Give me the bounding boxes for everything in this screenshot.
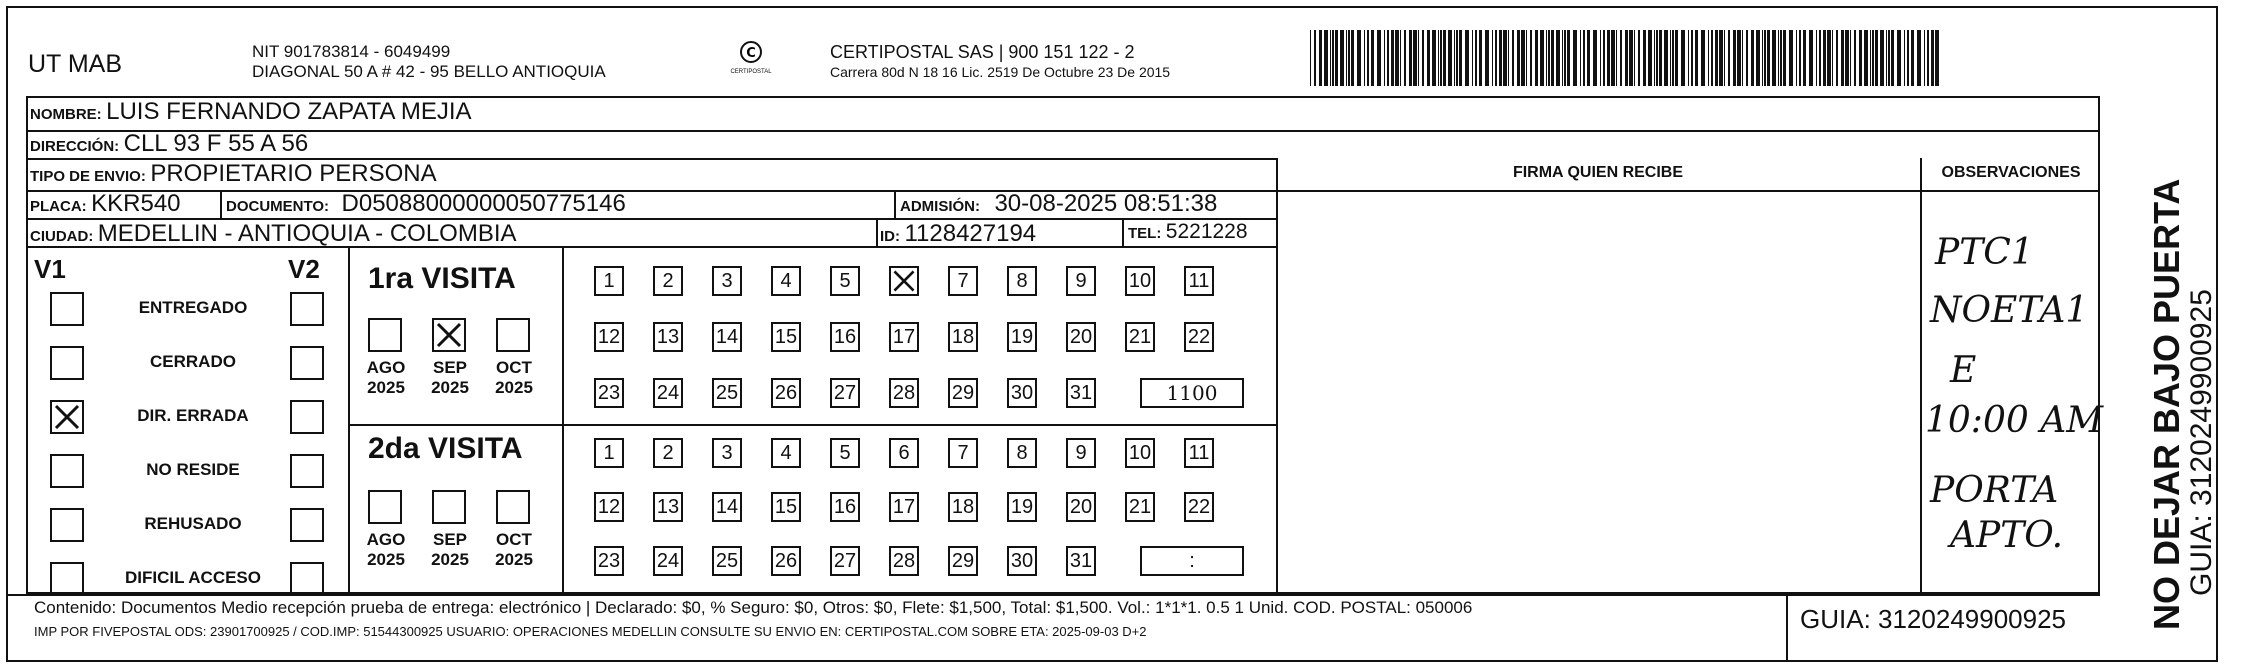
day-box[interactable]: 27 [830, 378, 860, 408]
month-label [356, 358, 416, 398]
month-name: SEP [432, 358, 468, 377]
v2-checkbox[interactable] [290, 400, 324, 434]
col-line [894, 190, 896, 218]
day-box[interactable]: 16 [830, 322, 860, 352]
day-box[interactable]: 1 [594, 438, 624, 468]
documento-value: D05088000000050775146 [341, 190, 626, 217]
placa-label: PLACA: [30, 198, 87, 215]
day-box[interactable]: 21 [1125, 322, 1155, 352]
month-checkbox[interactable] [368, 490, 402, 524]
footer-sep [1786, 594, 1788, 662]
day-box[interactable]: 28 [889, 378, 919, 408]
day-box[interactable] [889, 266, 919, 296]
row-line [26, 130, 2100, 132]
col-line [348, 246, 350, 594]
day-box[interactable]: 20 [1066, 492, 1096, 522]
day-box[interactable]: 14 [712, 322, 742, 352]
v2-label: V2 [288, 254, 320, 284]
col-line [1920, 158, 1922, 594]
col-line [876, 218, 878, 246]
day-box[interactable]: 29 [948, 378, 978, 408]
month-label [420, 358, 480, 398]
day-box[interactable]: 2 [653, 266, 683, 296]
day-box[interactable]: 9 [1066, 438, 1096, 468]
day-box[interactable]: 27 [830, 546, 860, 576]
day-box[interactable]: 8 [1007, 266, 1037, 296]
v2-checkbox[interactable] [290, 292, 324, 326]
month-year: 2025 [431, 378, 469, 397]
day-box[interactable]: 14 [712, 492, 742, 522]
carrier-license: Carrera 80d N 18 16 Lic. 2519 De Octubre 23 De 2015 [830, 64, 1171, 80]
footer-contenido: Contenido: Documentos Medio recepción prueba de entrega: electrónico | Declarado: $0, % Seguro: $0, Otros: $0, Flete: $1,500, Total: $1,500. Vol.: 1*1*1. 0.5 1 Unid. COD. POSTAL: 050006 [34, 598, 1473, 617]
day-box[interactable]: 11 [1184, 438, 1214, 468]
day-box[interactable]: 4 [771, 266, 801, 296]
ciudad-cell [30, 220, 517, 248]
day-box[interactable]: 31 [1066, 378, 1096, 408]
month-checkbox[interactable] [432, 318, 466, 352]
day-box[interactable]: 30 [1007, 378, 1037, 408]
time-box[interactable]: : [1140, 546, 1244, 576]
visit1-title: 1ra VISITA [368, 262, 516, 295]
day-box[interactable]: 23 [594, 378, 624, 408]
day-box[interactable]: 25 [712, 546, 742, 576]
day-box[interactable]: 29 [948, 546, 978, 576]
month-year: 2025 [367, 550, 405, 569]
no-dejar-bajo-puerta: NO DEJAR BAJO PUERTA [2146, 178, 2187, 630]
day-box[interactable]: 3 [712, 266, 742, 296]
day-box[interactable]: 28 [889, 546, 919, 576]
tel-value: 5221228 [1165, 220, 1248, 243]
month-year: 2025 [367, 378, 405, 397]
tipo-value: PROPIETARIO PERSONA [150, 160, 437, 187]
day-box[interactable]: 30 [1007, 546, 1037, 576]
day-box[interactable]: 12 [594, 322, 624, 352]
day-box[interactable]: 21 [1125, 492, 1155, 522]
handwritten-line: APTO. [1950, 515, 2064, 556]
side-text [2148, 179, 2218, 630]
day-box[interactable]: 22 [1184, 492, 1214, 522]
carrier-name: CERTIPOSTAL SAS | 900 151 122 - 2 [830, 42, 1135, 62]
month-year: 2025 [495, 550, 533, 569]
row-line [348, 424, 1276, 426]
company-name: UT MAB [28, 50, 122, 78]
logo-icon [733, 40, 769, 64]
placa-value: KKR540 [91, 190, 181, 217]
option-label: REHUSADO [144, 514, 242, 533]
tel-label: TEL: [1128, 225, 1162, 242]
day-box[interactable]: 17 [889, 492, 919, 522]
handwritten-line: NOETA1 [1930, 290, 2089, 331]
handwritten-line: 10:00 AM [1925, 400, 2104, 441]
day-box[interactable]: 12 [594, 492, 624, 522]
col-line [562, 246, 564, 594]
month-name: AGO [366, 530, 406, 549]
barcode [1310, 30, 1942, 86]
v1-checkbox[interactable] [50, 400, 84, 434]
day-box[interactable]: 6 [889, 438, 919, 468]
day-box[interactable]: 7 [948, 266, 978, 296]
handwritten-line: PTC1 [1935, 232, 2034, 273]
nombre-row [30, 98, 472, 126]
direccion-value: CLL 93 F 55 A 56 [123, 130, 309, 157]
observaciones-header: OBSERVACIONES [1941, 164, 2081, 181]
handwritten-line: PORTA [1930, 470, 2059, 511]
month-checkbox[interactable] [368, 318, 402, 352]
option-label: DIR. ERRADA [137, 406, 249, 425]
day-box[interactable]: 8 [1007, 438, 1037, 468]
firma-header: FIRMA QUIEN RECIBE [1512, 164, 1684, 181]
day-box[interactable]: 10 [1125, 438, 1155, 468]
id-value: 1128427194 [904, 220, 1037, 247]
day-box[interactable]: 15 [771, 492, 801, 522]
day-box[interactable]: 26 [771, 378, 801, 408]
month-name: OCT [496, 358, 532, 377]
day-box[interactable]: 18 [948, 322, 978, 352]
placa-cell [30, 190, 181, 218]
day-box[interactable]: 10 [1125, 266, 1155, 296]
v2-checkbox[interactable] [290, 454, 324, 488]
logo-text: CERTIPOSTAL [730, 69, 772, 75]
day-box[interactable]: 5 [830, 266, 860, 296]
month-label [356, 530, 416, 570]
day-box[interactable]: 9 [1066, 266, 1096, 296]
x-mark-icon [891, 266, 917, 296]
day-box[interactable]: 17 [889, 322, 919, 352]
day-box[interactable]: 4 [771, 438, 801, 468]
month-checkbox[interactable] [496, 490, 530, 524]
v2-checkbox[interactable] [290, 508, 324, 542]
day-box[interactable]: 1 [594, 266, 624, 296]
day-box[interactable]: 24 [653, 546, 683, 576]
id-label: ID: [880, 228, 900, 245]
nombre-label: NOMBRE: [30, 106, 102, 123]
admision-value: 30-08-2025 08:51:38 [994, 190, 1218, 217]
day-box[interactable]: 31 [1066, 546, 1096, 576]
handwritten-line: E [1950, 350, 1977, 391]
month-year: 2025 [431, 550, 469, 569]
month-label [420, 530, 480, 570]
month-label [484, 530, 544, 570]
direccion-label: DIRECCIÓN: [30, 138, 120, 155]
documento-label: DOCUMENTO: [226, 198, 330, 215]
day-box[interactable]: 19 [1007, 492, 1037, 522]
day-box[interactable]: 22 [1184, 322, 1214, 352]
nit: NIT 901783814 - 6049499 [252, 42, 451, 61]
day-box[interactable]: 26 [771, 546, 801, 576]
option-label: NO RESIDE [146, 460, 240, 479]
day-box[interactable]: 3 [712, 438, 742, 468]
visit2-title: 2da VISITA [368, 432, 523, 465]
admision-label: ADMISIÓN: [900, 198, 980, 215]
ciudad-label: CIUDAD: [30, 228, 94, 245]
carrier-logo [728, 40, 774, 75]
option-label: DIFICIL ACCESO [124, 568, 261, 587]
day-box[interactable]: 18 [948, 492, 978, 522]
month-checkbox[interactable] [432, 490, 466, 524]
x-mark-icon [434, 320, 464, 350]
day-box[interactable]: 13 [653, 322, 683, 352]
x-mark-icon [52, 402, 82, 432]
side-guia: GUIA: 3120249900925 [2185, 289, 2218, 596]
col-line [1122, 218, 1124, 246]
v1-label: V1 [34, 254, 66, 284]
ciudad-value: MEDELLIN - ANTIOQUIA - COLOMBIA [97, 220, 517, 247]
admision-cell [900, 190, 1217, 218]
month-year: 2025 [495, 378, 533, 397]
month-checkbox[interactable] [496, 318, 530, 352]
day-box[interactable]: 19 [1007, 322, 1037, 352]
footer-imp: IMP POR FIVEPOSTAL ODS: 23901700925 / COD.IMP: 51544300925 USUARIO: OPERACIONES MEDELLIN CONSULTE SU ENVIO EN: CERTIPOSTAL.COM SOBRE ETA: 2025-09-03 D+2 [34, 624, 1147, 639]
day-box[interactable]: 23 [594, 546, 624, 576]
day-box[interactable]: 24 [653, 378, 683, 408]
day-box[interactable]: 7 [948, 438, 978, 468]
footer-guia: GUIA: 3120249900925 [1800, 604, 2066, 634]
month-label [484, 358, 544, 398]
tel-cell [1128, 220, 1248, 244]
svg-text:C: C [746, 46, 756, 61]
day-box[interactable]: 16 [830, 492, 860, 522]
month-name: SEP [432, 530, 468, 549]
col-line [1276, 158, 1278, 594]
tipo-row [30, 160, 437, 188]
v2-checkbox[interactable] [290, 562, 324, 596]
id-cell [880, 220, 1036, 248]
day-box[interactable]: 20 [1066, 322, 1096, 352]
v2-checkbox[interactable] [290, 346, 324, 380]
day-box[interactable]: 2 [653, 438, 683, 468]
v1-checkbox[interactable] [50, 508, 84, 542]
day-box[interactable]: 15 [771, 322, 801, 352]
time-box[interactable]: 1100 [1140, 378, 1244, 408]
company-address: DIAGONAL 50 A # 42 - 95 BELLO ANTIOQUIA [252, 62, 606, 81]
tipo-label: TIPO DE ENVIO: [30, 168, 146, 185]
direccion-row [30, 130, 308, 158]
day-box[interactable]: 11 [1184, 266, 1214, 296]
col-line [220, 190, 222, 218]
v1-checkbox[interactable] [50, 454, 84, 488]
day-box[interactable]: 13 [653, 492, 683, 522]
month-name: AGO [366, 358, 406, 377]
nombre-value: LUIS FERNANDO ZAPATA MEJIA [106, 98, 472, 125]
option-label: CERRADO [150, 352, 236, 371]
day-box[interactable]: 5 [830, 438, 860, 468]
option-label: ENTREGADO [138, 298, 248, 317]
v1-checkbox[interactable] [50, 562, 84, 596]
documento-cell [226, 190, 626, 218]
month-name: OCT [496, 530, 532, 549]
day-box[interactable]: 25 [712, 378, 742, 408]
v1-checkbox[interactable] [50, 346, 84, 380]
v1-checkbox[interactable] [50, 292, 84, 326]
